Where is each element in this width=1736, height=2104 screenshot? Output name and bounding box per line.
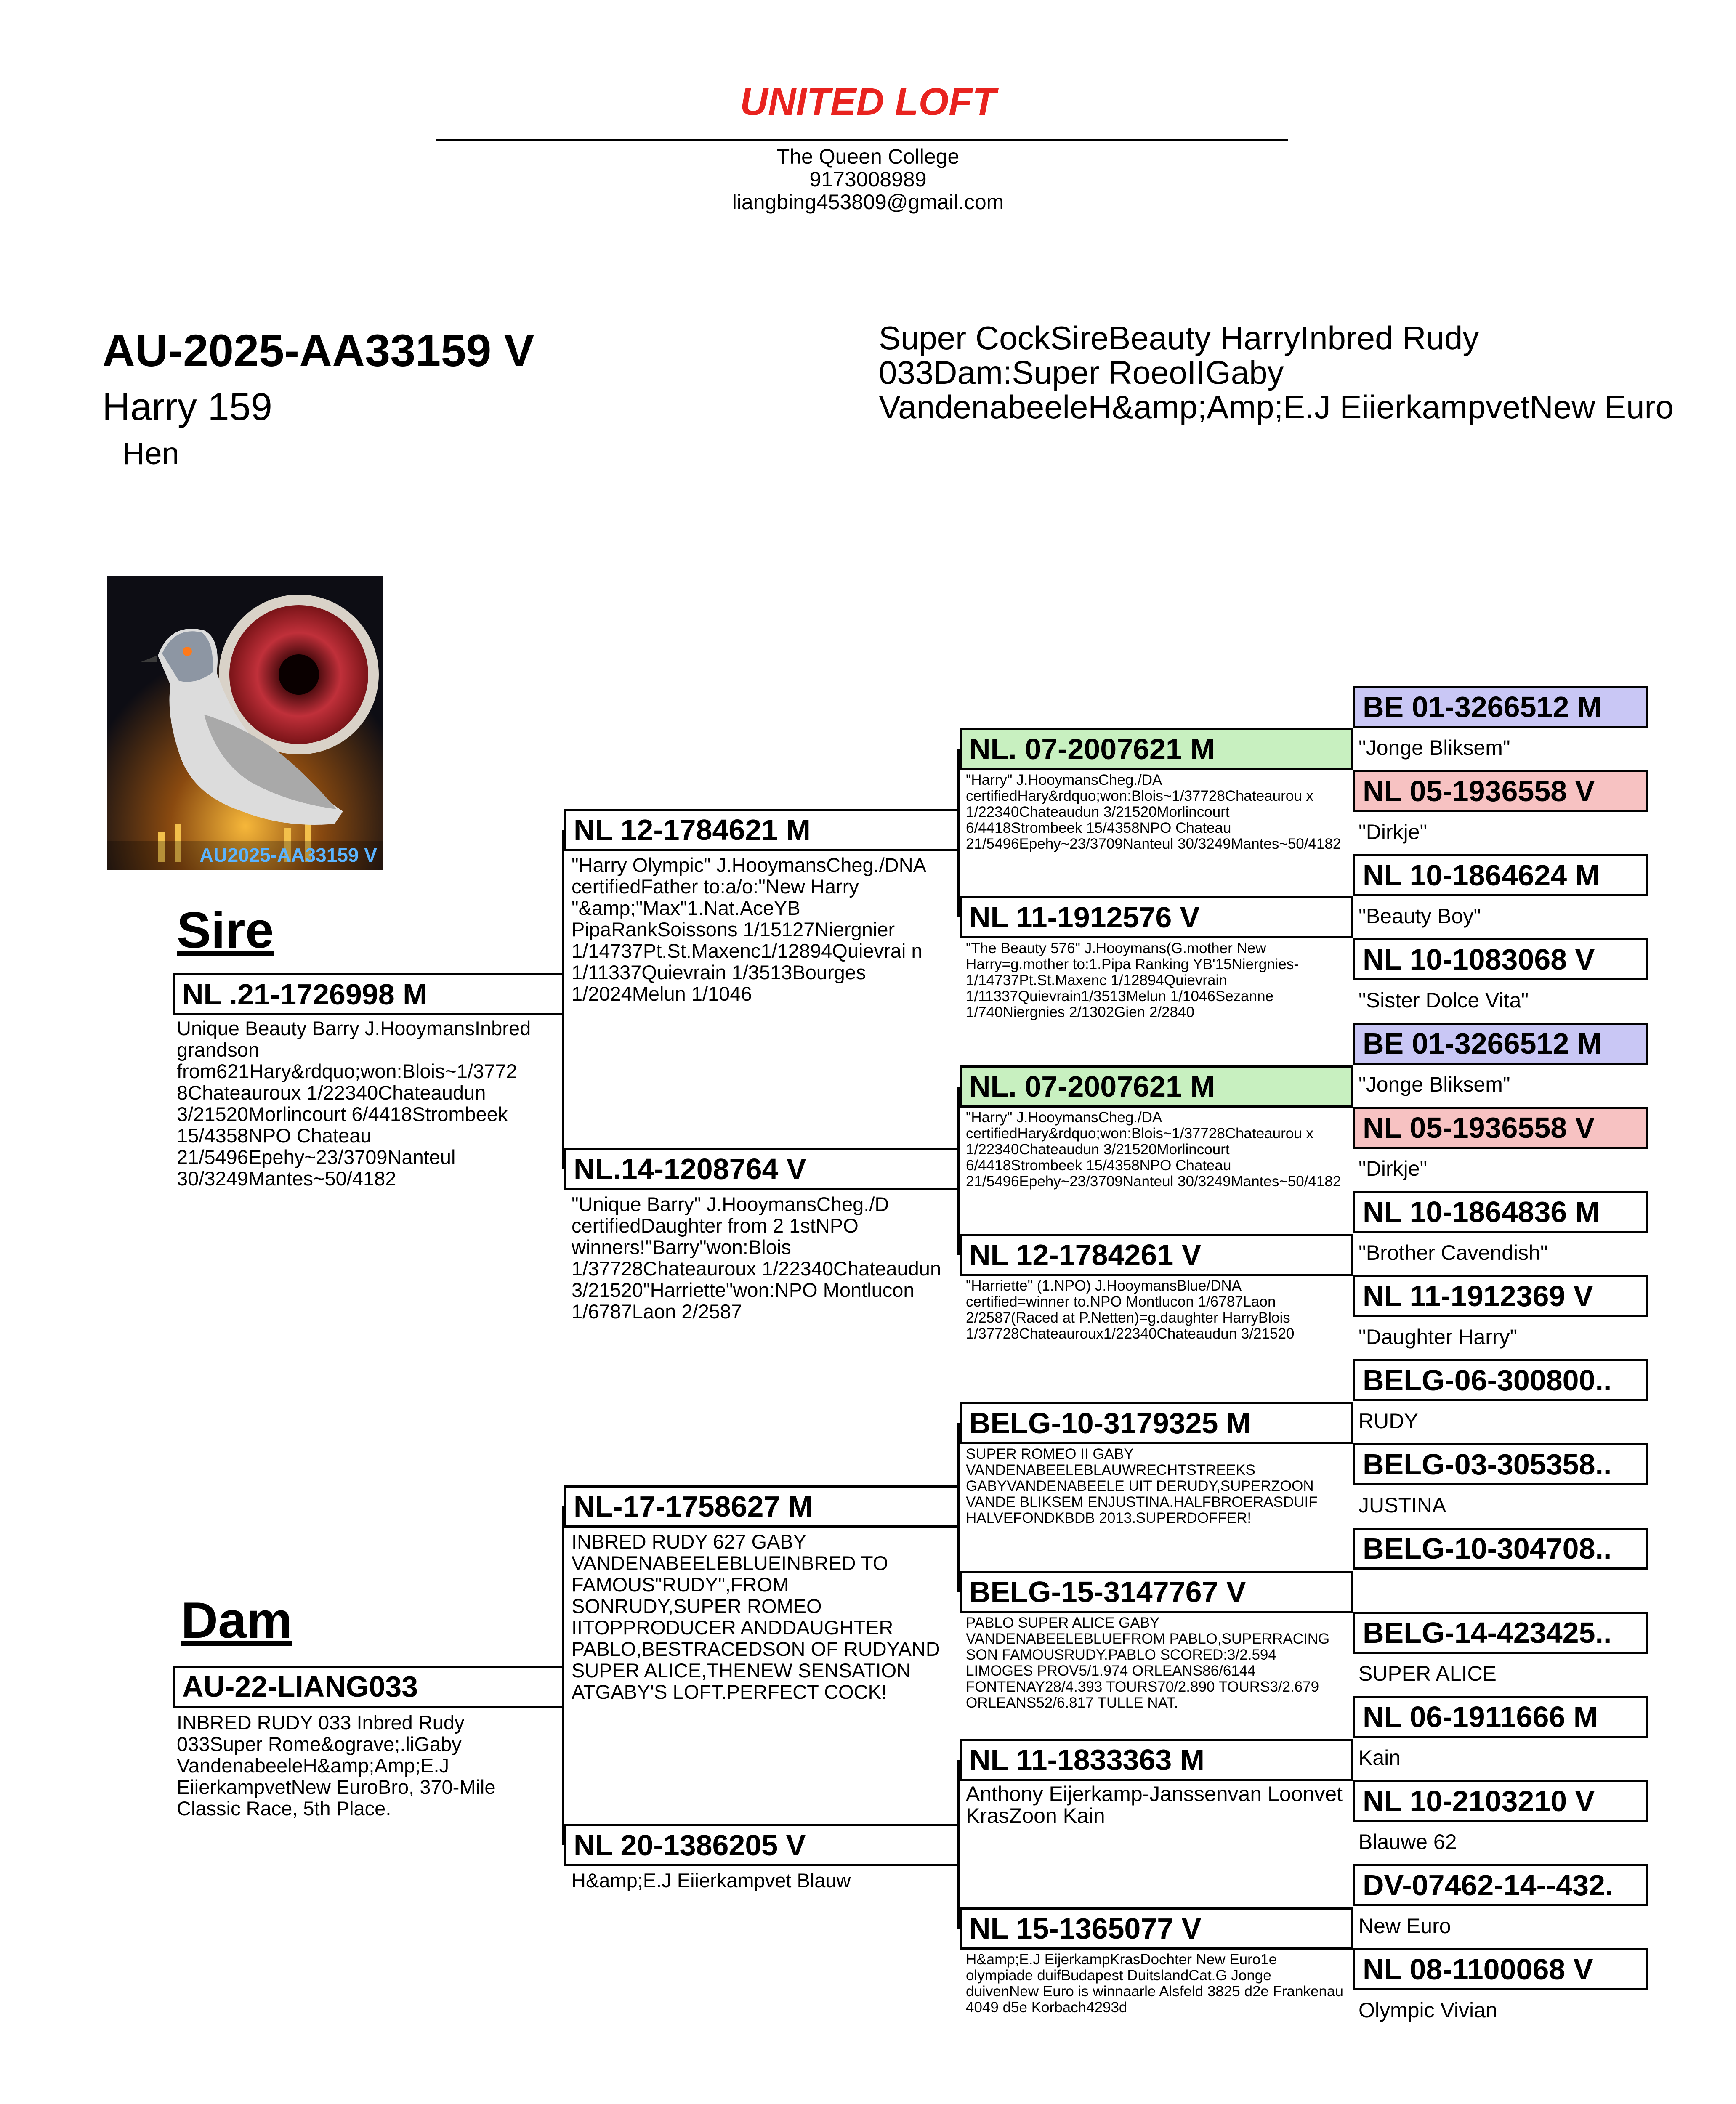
gen3-info: Anthony Eijerkamp-Janssenvan Loonvet KrasZoon Kain [966,1782,1343,1828]
bracket-vertical [957,1760,960,1929]
gen3-ring: NL. 07-2007621 M [960,728,1353,770]
bracket-vertical [957,749,960,917]
loft-name: UNITED LOFT [740,80,996,123]
gen4-ring: NL 10-1083068 V [1353,938,1648,980]
gen4-ring: BELG-14-423425.. [1353,1612,1648,1654]
gen3-info: "Harriette" (1.NPO) J.HooymansBlue/DNA certified=winner to.NPO Montlucon 1/6787Laon 2/2587(Raced at P.Netten)=g.daughter HarryBlois 1/37728Chateauroux1/22340Chateaudun 3/21520 [966,1278,1295,1342]
gen4-name: JUSTINA [1358,1493,1446,1517]
bracket-vertical [562,830,564,1169]
gen4-ring: NL 05-1936558 V [1353,1107,1648,1149]
bird-description: Super CockSireBeauty HarryInbred Rudy 033Dam:Super RoeoIIGaby VandenabeeleH&amp;Amp;E.J EiierkampvetNew Euro [879,319,1674,425]
bird-ring-number: AU-2025-AA33159 V [102,325,534,376]
gen3-info: H&amp;E.J EijerkampKrasDochter New Euro1e olympiade duifBudapest DuitslandCat.G Jonge duivenNew Euro is winnaarle Alsfeld 3825 d2e Frankenau 4049 d5e Korbach4293d [966,1951,1343,2016]
gen4-name: "Daughter Harry" [1358,1325,1518,1349]
pigeon-illustration [107,576,383,870]
gen1-info: INBRED RUDY 033 Inbred Rudy 033Super Rome&ograve;.liGaby VandenabeeleH&amp;Amp;E.J EiierkampvetNew EuroBro, 370-Mile Classic Race, 5th Place. [177,1711,496,1820]
contact-block [0,145,1736,213]
gen4-ring: BELG-03-305358.. [1353,1443,1648,1485]
gen4-name: "Brother Cavendish" [1358,1241,1548,1265]
gen4-name: "Dirkje" [1358,1157,1428,1180]
gen3-info: "Harry" J.HooymansCheg./DA certifiedHary&rdquo;won:Blois~1/37728Chateaurou x 1/22340Chateaudun 3/21520Morlincourt 6/4418Strombeek 15/4358NPO Chateau 21/5496Epehy~23/3709Nanteul 30/3249Mantes~50/4182 [966,772,1341,852]
gen2-ring: NL.14-1208764 V [564,1148,959,1190]
bracket-vertical [957,1423,960,1592]
gen3-ring: NL. 07-2007621 M [960,1065,1353,1108]
gen3-ring: BELG-10-3179325 M [960,1402,1353,1444]
gen2-info: "Unique Barry" J.HooymansCheg./D certifiedDaughter from 2 1stNPO winners!"Barry"won:Blois 1/37728Chateauroux 1/22340Chateaudun 3/21520"Harriette"won:NPO Montlucon 1/6787Laon 2/2587 [572,1193,941,1323]
gen4-name: "Dirkje" [1358,820,1428,844]
gen4-ring: NL 10-2103210 V [1353,1780,1648,1822]
gen4-name: "Sister Dolce Vita" [1358,988,1529,1012]
photo-caption: AU2025-AA33159 V [199,844,377,866]
gen3-ring: NL 15-1365077 V [960,1907,1353,1950]
gen4-ring: DV-07462-14--432. [1353,1864,1648,1906]
gen3-info: "Harry" J.HooymansCheg./DA certifiedHary&rdquo;won:Blois~1/37728Chateaurou x 1/22340Chateaudun 3/21520Morlincourt 6/4418Strombeek 15/4358NPO Chateau 21/5496Epehy~23/3709Nanteul 30/3249Mantes~50/4182 [966,1109,1341,1190]
gen4-ring: NL 08-1100068 V [1353,1948,1648,1990]
gen2-ring: NL 12-1784621 M [564,809,959,851]
contact-email: liangbing453809@gmail.com [732,190,1004,214]
gen4-name: "Beauty Boy" [1358,904,1481,928]
bracket-vertical [562,1506,564,1845]
gen4-ring: BE 01-3266512 M [1353,686,1648,728]
gen1-info: Unique Beauty Barry J.HooymansInbred grandson from621Hary&rdquo;won:Blois~1/3772 8Chateauroux 1/22340Chateaudun 3/21520Morlincourt 6/4418Strombeek 15/4358NPO Chateau 21/5496Epehy~23/3709Nanteul 30/3249Mantes~50/4182 [177,1017,531,1190]
gen2-ring: NL-17-1758627 M [564,1485,959,1528]
gen3-ring: NL 12-1784261 V [960,1234,1353,1276]
gen2-ring: NL 20-1386205 V [564,1824,959,1866]
gen2-info: H&amp;E.J Eiierkampvet Blauw [572,1869,851,1891]
header-divider [436,139,1288,141]
gen3-info: "The Beauty 576" J.Hooymans(G.mother New Harry=g.mother to:1.Pipa Ranking YB'15Niergnies-1/14737Pt.St.Maxenc 1/12894Quievrain 1/11337Quievrain1/3513Melun 1/1046Sezanne 1/740Niergnies 2/1302Gien 2/2840 [966,940,1299,1020]
gen4-ring: NL 11-1912369 V [1353,1275,1648,1317]
gen4-name: SUPER ALICE [1358,1662,1497,1685]
dam-label: Dam [181,1591,292,1649]
gen4-name: RUDY [1358,1409,1418,1433]
contact-phone: 9173008989 [809,167,927,191]
gen4-name: Kain [1358,1746,1401,1769]
sire-label: Sire [177,901,274,959]
gen4-name: "Jonge Bliksem" [1358,1073,1510,1096]
gen3-ring: NL 11-1912576 V [960,896,1353,938]
gen3-info: PABLO SUPER ALICE GABY VANDENABEELEBLUEFROM PABLO,SUPERRACING SON FAMOUSRUDY.PABLO SCORED:3/2.594 LIMOGES PROV5/1.974 ORLEANS86/6144 FONTENAY28/4.393 TOURS70/2.890 TOURS3/2.679 ORLEANS52/6.817 TULLE NAT. [966,1615,1330,1711]
gen3-info: SUPER ROMEO II GABY VANDENABEELEBLAUWRECHTSTREEKS GABYVANDENABEELE UIT DERUDY,SUPERZOON VANDE BLIKSEM ENJUSTINA.HALFBROERASDUIF HALVEFONDKBDB 2013.SUPERDOFFER! [966,1446,1318,1526]
gen4-ring: NL 06-1911666 M [1353,1696,1648,1738]
bird-name: Harry 159 [102,385,272,428]
gen1-ring: NL .21-1726998 M [173,973,564,1015]
gen1-ring: AU-22-LIANG033 [173,1666,564,1708]
gen4-ring: BE 01-3266512 M [1353,1023,1648,1065]
gen4-ring: BELG-10-304708.. [1353,1528,1648,1570]
gen4-ring: NL 10-1864836 M [1353,1191,1648,1233]
gen4-name: Blauwe 62 [1358,1830,1457,1854]
gen3-ring: NL 11-1833363 M [960,1739,1353,1781]
contact-name: The Queen College [776,145,960,168]
bird-sex: Hen [122,436,179,471]
gen4-ring: NL 10-1864624 M [1353,854,1648,896]
gen4-name: New Euro [1358,1914,1451,1938]
bracket-vertical [957,1087,960,1255]
gen4-name: "Jonge Bliksem" [1358,736,1510,760]
gen4-ring: BELG-06-300800.. [1353,1359,1648,1401]
gen4-ring: NL 05-1936558 V [1353,770,1648,812]
gen2-info: "Harry Olympic" J.HooymansCheg./DNA certifiedFather to:a/o:"New Harry "&amp;"Max"1.Nat.AceYB PipaRankSoissons 1/15127Niergnier 1/14737Pt.St.Maxenc1/12894Quievrai n 1/11337Quievrain 1/3513Bourges 1/2024Melun 1/1046 [572,854,925,1005]
bird-photo [107,576,383,870]
gen4-name: Olympic Vivian [1358,1998,1497,2022]
gen2-info: INBRED RUDY 627 GABY VANDENABEELEBLUEINBRED TO FAMOUS"RUDY",FROM SONRUDY,SUPER ROMEO IITOPPRODUCER ANDDAUGHTER PABLO,BESTRACEDSON OF RUDYAND SUPER ALICE,THENEW SENSATION ATGABY'S LOFT.PERFECT COCK! [572,1530,940,1703]
gen3-ring: BELG-15-3147767 V [960,1571,1353,1613]
